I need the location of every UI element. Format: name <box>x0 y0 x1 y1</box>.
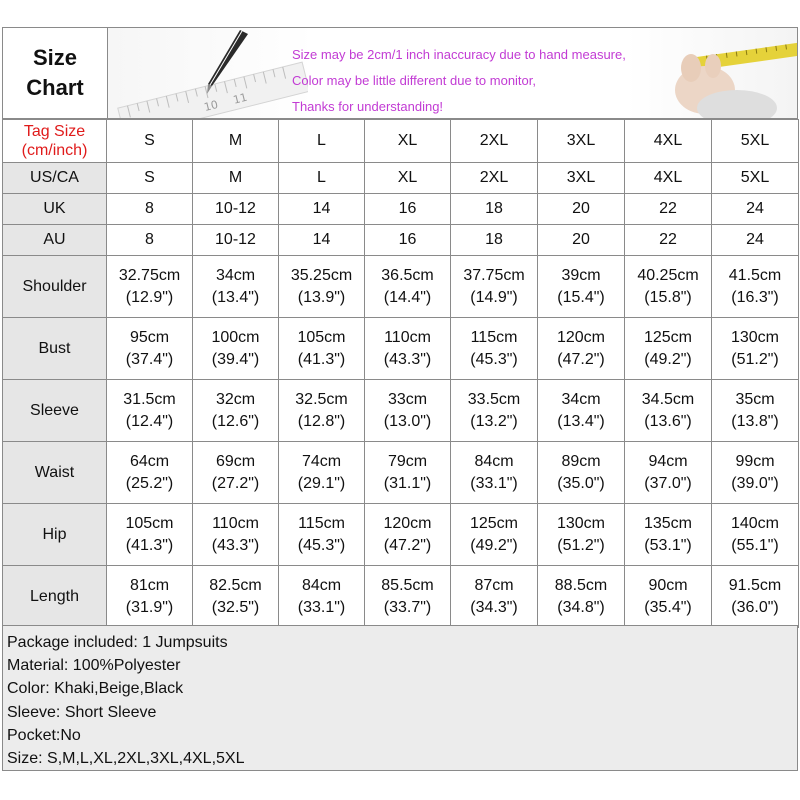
cm-value: 33cm <box>387 390 428 408</box>
measure-cell <box>365 566 451 628</box>
measure-cell <box>107 256 193 318</box>
cm-value: 34.5cm <box>641 390 695 408</box>
info-material: Material: 100%Polyester <box>7 657 181 675</box>
table-cell: 20 <box>538 225 625 256</box>
measure-cell <box>538 566 625 628</box>
measure-cell <box>538 256 625 318</box>
inch-value: (41.3") <box>297 350 346 368</box>
title-cell <box>3 28 108 118</box>
region-row <box>3 163 799 194</box>
table-cell: 22 <box>625 225 712 256</box>
inch-value: (43.3") <box>383 350 432 368</box>
measure-cell <box>712 380 799 442</box>
table-cell: 18 <box>451 225 538 256</box>
info-sizes: Size: S,M,L,XL,2XL,3XL,4XL,5XL <box>7 750 245 768</box>
inch-value: (13.9") <box>297 288 346 306</box>
size-header: 5XL <box>712 120 799 163</box>
cm-value: 115cm <box>470 328 518 346</box>
measure-cell <box>365 318 451 380</box>
inch-value: (34.8") <box>557 598 605 616</box>
ruler-pencil-illustration <box>108 28 308 118</box>
measure-cell <box>279 380 365 442</box>
inch-value: (14.4") <box>383 288 432 306</box>
info-sleeve: Sleeve: Short Sleeve <box>7 703 157 721</box>
table-cell: 16 <box>365 194 451 225</box>
row-label: Waist <box>3 442 107 504</box>
inch-value: (45.3") <box>297 536 346 554</box>
inch-value: (14.9") <box>470 288 518 306</box>
size-header: 4XL <box>625 120 712 163</box>
table-cell: 4XL <box>625 163 712 194</box>
inch-value: (33.1") <box>470 474 518 492</box>
note-line: Color may be little different due to monitor, <box>292 73 536 88</box>
measure-cell <box>451 380 538 442</box>
cm-value: 84cm <box>474 452 514 470</box>
measure-cell <box>625 256 712 318</box>
cm-value: 82.5cm <box>209 576 262 594</box>
inch-value: (49.2") <box>644 350 692 368</box>
info-package: Package included: 1 Jumpsuits <box>7 634 228 651</box>
ruler-number-10: 10 <box>202 98 220 115</box>
inch-value: (13.0") <box>383 412 432 430</box>
table-cell: 24 <box>712 194 799 225</box>
measure-cell <box>193 256 279 318</box>
inch-value: (29.1") <box>297 474 346 492</box>
row-label: UK <box>3 194 107 225</box>
cm-value: 35cm <box>735 390 775 408</box>
cm-value: 135cm <box>643 514 693 532</box>
inch-value: (31.9") <box>125 598 174 616</box>
inch-value: (41.3") <box>125 536 174 554</box>
inch-value: (35.4") <box>644 598 692 616</box>
cm-value: 81cm <box>129 576 170 594</box>
cm-value: 31.5cm <box>123 390 176 408</box>
cm-value: 105cm <box>125 514 174 532</box>
cm-value: 84cm <box>301 576 342 594</box>
cm-value: 32.75cm <box>118 266 181 284</box>
inch-value: (31.1") <box>383 474 432 492</box>
cm-value: 140cm <box>730 514 780 532</box>
cm-value: 40.25cm <box>637 266 699 284</box>
cm-value: 105cm <box>297 328 346 346</box>
inch-value: (13.8") <box>731 412 779 430</box>
inch-value: (49.2") <box>470 536 518 554</box>
measure-cell <box>279 566 365 628</box>
cm-value: 37.75cm <box>463 266 525 284</box>
inch-value: (55.1") <box>731 536 779 554</box>
cm-value: 39cm <box>561 266 601 284</box>
measure-cell <box>365 442 451 504</box>
measure-banner <box>108 28 797 118</box>
cm-value: 130cm <box>556 514 606 532</box>
size-header: 3XL <box>538 120 625 163</box>
table-cell: XL <box>365 163 451 194</box>
cm-value: 69cm <box>215 452 256 470</box>
inch-value: (51.2") <box>731 350 779 368</box>
row-label: AU <box>3 225 107 256</box>
table-cell: 2XL <box>451 163 538 194</box>
measure-cell <box>625 442 712 504</box>
inch-value: (12.6") <box>211 412 260 430</box>
inch-value: (13.4") <box>557 412 605 430</box>
size-header: S <box>107 120 193 163</box>
cm-value: 100cm <box>211 328 260 346</box>
cm-value: 95cm <box>129 328 170 346</box>
inch-value: (32.5") <box>211 598 260 616</box>
measure-row <box>3 380 799 442</box>
measure-cell <box>451 442 538 504</box>
measure-cell <box>279 318 365 380</box>
table-cell: 3XL <box>538 163 625 194</box>
measure-row <box>3 442 799 504</box>
region-row <box>3 225 799 256</box>
inch-value: (33.7") <box>383 598 432 616</box>
table-cell: 20 <box>538 194 625 225</box>
info-pocket: Pocket:No <box>7 726 81 744</box>
measure-cell <box>625 380 712 442</box>
measure-cell <box>451 318 538 380</box>
measure-cell <box>193 380 279 442</box>
info-color: Color: Khaki,Beige,Black <box>7 680 184 698</box>
measure-cell <box>712 318 799 380</box>
inch-value: (13.4") <box>211 288 260 306</box>
table-cell: 18 <box>451 194 538 225</box>
measure-cell <box>538 380 625 442</box>
table-cell: 8 <box>107 194 193 225</box>
measure-cell <box>625 504 712 566</box>
cm-value: 32.5cm <box>295 390 348 408</box>
cm-value: 91.5cm <box>728 576 782 594</box>
inch-value: (47.2") <box>383 536 432 554</box>
cm-value: 41.5cm <box>728 266 782 284</box>
size-header: 2XL <box>451 120 538 163</box>
table-cell: S <box>107 163 193 194</box>
inch-value: (37.0") <box>644 474 692 492</box>
inch-value: (12.4") <box>125 412 174 430</box>
table-cell: 14 <box>279 225 365 256</box>
measure-cell <box>625 318 712 380</box>
cm-value: 79cm <box>387 452 428 470</box>
cm-value: 99cm <box>735 452 775 470</box>
note-line: Size may be 2cm/1 inch inaccuracy due to hand measure, <box>292 47 626 62</box>
cm-value: 34cm <box>561 390 601 408</box>
inch-value: (15.4") <box>557 288 605 306</box>
inch-value: (45.3") <box>470 350 518 368</box>
size-chart <box>2 27 798 771</box>
measure-row <box>3 318 799 380</box>
measure-cell <box>193 566 279 628</box>
table-cell: 10-12 <box>193 194 279 225</box>
cm-value: 125cm <box>469 514 519 532</box>
measure-cell <box>107 504 193 566</box>
size-header: L <box>279 120 365 163</box>
row-label: Shoulder <box>3 256 107 318</box>
tag-size-label: Tag Size (cm/inch) <box>21 123 88 159</box>
measure-cell <box>279 442 365 504</box>
size-header: M <box>193 120 279 163</box>
inch-value: (15.8") <box>644 288 692 306</box>
tag-size-row <box>3 120 799 163</box>
size-table <box>2 119 799 628</box>
cm-value: 88.5cm <box>554 576 608 594</box>
inch-value: (51.2") <box>557 536 605 554</box>
measure-cell <box>451 504 538 566</box>
measure-cell <box>712 504 799 566</box>
measure-row <box>3 504 799 566</box>
table-cell: 5XL <box>712 163 799 194</box>
table-cell: 24 <box>712 225 799 256</box>
cm-value: 94cm <box>648 452 688 470</box>
table-cell: 16 <box>365 225 451 256</box>
cm-value: 34cm <box>215 266 256 284</box>
row-label: Bust <box>3 318 107 380</box>
cm-value: 32cm <box>215 390 256 408</box>
cm-value: 87cm <box>474 576 514 594</box>
inch-value: (12.9") <box>125 288 174 306</box>
table-cell: 14 <box>279 194 365 225</box>
measure-cell <box>712 256 799 318</box>
measure-row <box>3 256 799 318</box>
measure-cell <box>107 442 193 504</box>
inch-value: (25.2") <box>125 474 174 492</box>
measure-cell <box>107 566 193 628</box>
note-line: Thanks for understanding! <box>292 99 444 114</box>
table-cell: 10-12 <box>193 225 279 256</box>
inch-value: (34.3") <box>470 598 518 616</box>
inch-value: (53.1") <box>644 536 692 554</box>
measure-cell <box>625 566 712 628</box>
measure-cell <box>365 504 451 566</box>
tag-size-label-cell <box>3 120 107 163</box>
table-cell: 22 <box>625 194 712 225</box>
measure-cell <box>107 318 193 380</box>
cm-value: 36.5cm <box>381 266 434 284</box>
inch-value: (36.0") <box>731 598 779 616</box>
chart-header <box>2 27 798 119</box>
inch-value: (13.6") <box>644 412 692 430</box>
table-cell: L <box>279 163 365 194</box>
notes-block <box>292 42 626 118</box>
measure-cell <box>712 566 799 628</box>
inch-value: (39.4") <box>211 350 260 368</box>
table-cell: M <box>193 163 279 194</box>
inch-value: (37.4") <box>125 350 174 368</box>
measure-cell <box>538 318 625 380</box>
row-label: US/CA <box>3 163 107 194</box>
cm-value: 89cm <box>561 452 601 470</box>
measure-cell <box>365 256 451 318</box>
ruler-number-11: 11 <box>231 90 249 107</box>
cm-value: 110cm <box>384 328 431 346</box>
inch-value: (12.8") <box>297 412 346 430</box>
table-cell: 8 <box>107 225 193 256</box>
inch-value: (43.3") <box>211 536 260 554</box>
cm-value: 110cm <box>212 514 259 532</box>
inch-value: (47.2") <box>557 350 605 368</box>
cm-value: 33.5cm <box>467 390 521 408</box>
measure-cell <box>538 442 625 504</box>
cm-value: 115cm <box>298 514 345 532</box>
inch-value: (39.0") <box>731 474 779 492</box>
measure-cell <box>193 318 279 380</box>
inch-value: (35.0") <box>557 474 605 492</box>
cm-value: 130cm <box>730 328 780 346</box>
measure-cell <box>107 380 193 442</box>
measure-cell <box>538 504 625 566</box>
measure-cell <box>193 504 279 566</box>
size-header: XL <box>365 120 451 163</box>
row-label: Length <box>3 566 107 628</box>
product-info <box>2 625 798 771</box>
measure-cell <box>365 380 451 442</box>
region-row <box>3 194 799 225</box>
measure-cell <box>712 442 799 504</box>
cm-value: 120cm <box>383 514 432 532</box>
measure-cell <box>279 504 365 566</box>
row-label: Sleeve <box>3 380 107 442</box>
inch-value: (16.3") <box>731 288 779 306</box>
measure-cell <box>451 256 538 318</box>
cm-value: 35.25cm <box>290 266 353 284</box>
cm-value: 120cm <box>556 328 606 346</box>
cm-value: 125cm <box>643 328 693 346</box>
cm-value: 64cm <box>129 452 170 470</box>
chart-title: Size Chart <box>26 45 84 100</box>
inch-value: (13.2") <box>470 412 518 430</box>
tape-measure-hand-illustration <box>647 28 797 118</box>
cm-value: 90cm <box>648 576 688 594</box>
cm-value: 85.5cm <box>381 576 434 594</box>
inch-value: (33.1") <box>297 598 346 616</box>
inch-value: (27.2") <box>211 474 260 492</box>
measure-cell <box>279 256 365 318</box>
cm-value: 74cm <box>301 452 342 470</box>
row-label: Hip <box>3 504 107 566</box>
measure-cell <box>193 442 279 504</box>
measure-cell <box>451 566 538 628</box>
measure-row <box>3 566 799 628</box>
